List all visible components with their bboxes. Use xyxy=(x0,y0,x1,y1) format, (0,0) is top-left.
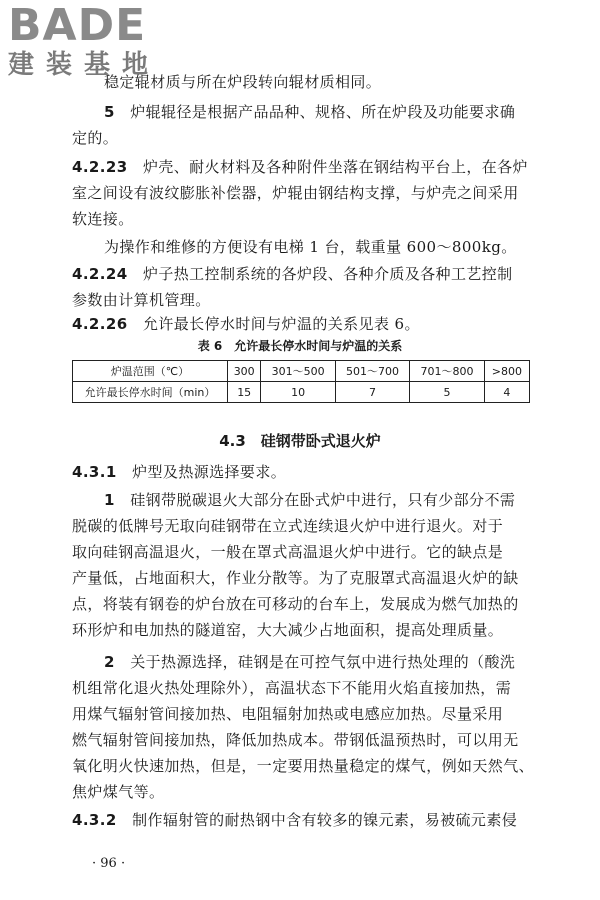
section-title: 4.3 硅钢带卧式退火炉 xyxy=(219,432,381,450)
clause-number: 4.2.26 xyxy=(72,315,128,333)
text-line xyxy=(72,462,542,482)
text-line: 燃气辐射管间接加热，降低加热成本。带钢低温预热时，可以用无 xyxy=(72,731,519,749)
table-cell: 301～500 xyxy=(261,361,335,382)
table-cell: 501～700 xyxy=(335,361,409,382)
text-line: 点，将装有钢卷的炉台放在可移动的台车上，发展成为燃气加热的 xyxy=(72,595,519,613)
table-6 xyxy=(72,360,530,403)
clause-number: 4.2.23 xyxy=(72,158,128,176)
text-line: 用煤气辐射管间接加热、电阻辐射加热或电感应加热。尽量采用 xyxy=(72,705,504,723)
text-line: 参数由计算机管理。 xyxy=(72,291,211,309)
table-row xyxy=(73,382,530,403)
clause-number: 4.2.24 xyxy=(72,265,128,283)
text-line: 环形炉和电加热的隧道窑，大大减少占地面积，提高处理质量。 xyxy=(72,621,504,639)
text: 炉辊辊径是根据产品品种、规格、所在炉段及功能要求确 xyxy=(130,103,516,121)
text-line: 焦炉煤气等。 xyxy=(72,783,165,801)
table-cell: 701～800 xyxy=(410,361,484,382)
text-line xyxy=(72,157,542,177)
table-cell: 15 xyxy=(228,382,261,403)
text-line xyxy=(72,314,542,334)
text-line xyxy=(104,490,574,510)
text: 制作辐射管的耐热钢中含有较多的镍元素，易被硫元素侵 xyxy=(132,811,518,829)
table-cell: >800 xyxy=(484,361,529,382)
page-number: · 96 · xyxy=(92,856,126,871)
text: 允许最长停水时间与炉温的关系见表 6。 xyxy=(142,315,420,333)
text-line: 为操作和维修的方便设有电梯 1 台，载重量 600～800kg。 xyxy=(104,238,517,256)
table-cell: 4 xyxy=(484,382,529,403)
text: 炉子热工控制系统的各炉段、各种介质及各种工艺控制 xyxy=(142,265,513,283)
text-line xyxy=(104,652,574,672)
text-line: 氧化明火快速加热，但是，一定要用热量稳定的煤气，例如天然气、 xyxy=(72,757,535,775)
table-cell: 7 xyxy=(335,382,409,403)
text-line: 软连接。 xyxy=(72,210,134,228)
table-caption: 表 6 允许最长停水时间与炉温的关系 xyxy=(197,339,403,353)
item-number: 5 xyxy=(104,103,115,121)
table-row xyxy=(73,361,530,382)
text-line xyxy=(104,102,574,122)
watermark-brand: BADE xyxy=(8,0,147,51)
row-header: 允许最长停水时间（min） xyxy=(73,382,228,403)
text-line xyxy=(72,264,542,284)
watermark-logo xyxy=(8,0,161,80)
text-line: 产量低，占地面积大，作业分散等。为了克服罩式高温退火炉的缺 xyxy=(72,569,519,587)
item-number: 2 xyxy=(104,653,115,671)
text-line: 定的。 xyxy=(72,129,119,147)
text: 硅钢带脱碳退火大部分在卧式炉中进行，只有少部分不需 xyxy=(130,491,516,509)
text-line: 取向硅钢高温退火，一般在罩式高温退火炉中进行。它的缺点是 xyxy=(72,543,504,561)
text-line xyxy=(72,810,542,830)
text: 炉壳、耐火材料及各种附件坐落在钢结构平台上，在各炉 xyxy=(142,158,528,176)
item-number: 1 xyxy=(104,491,115,509)
text: 炉型及热源选择要求。 xyxy=(132,463,287,481)
text-line: 室之间设有波纹膨胀补偿器，炉辊由钢结构支撑，与炉壳之间采用 xyxy=(72,184,519,202)
text-line: 机组常化退火热处理除外），高温状态下不能用火焰直接加热，需 xyxy=(72,679,512,697)
text: 关于热源选择，硅钢是在可控气氛中进行热处理的（酸洗 xyxy=(130,653,516,671)
watermark-subtitle: 建装基地 xyxy=(8,50,161,80)
text-line: 稳定辊材质与所在炉段转向辊材质相同。 xyxy=(104,73,382,91)
text-line: 脱碳的低牌号无取向硅钢带在立式连续退火炉中进行退火。对于 xyxy=(72,517,504,535)
row-header: 炉温范围（℃） xyxy=(73,361,228,382)
table-cell: 300 xyxy=(228,361,261,382)
clause-number: 4.3.1 xyxy=(72,463,117,481)
table-cell: 5 xyxy=(410,382,484,403)
clause-number: 4.3.2 xyxy=(72,811,117,829)
table-cell: 10 xyxy=(261,382,335,403)
